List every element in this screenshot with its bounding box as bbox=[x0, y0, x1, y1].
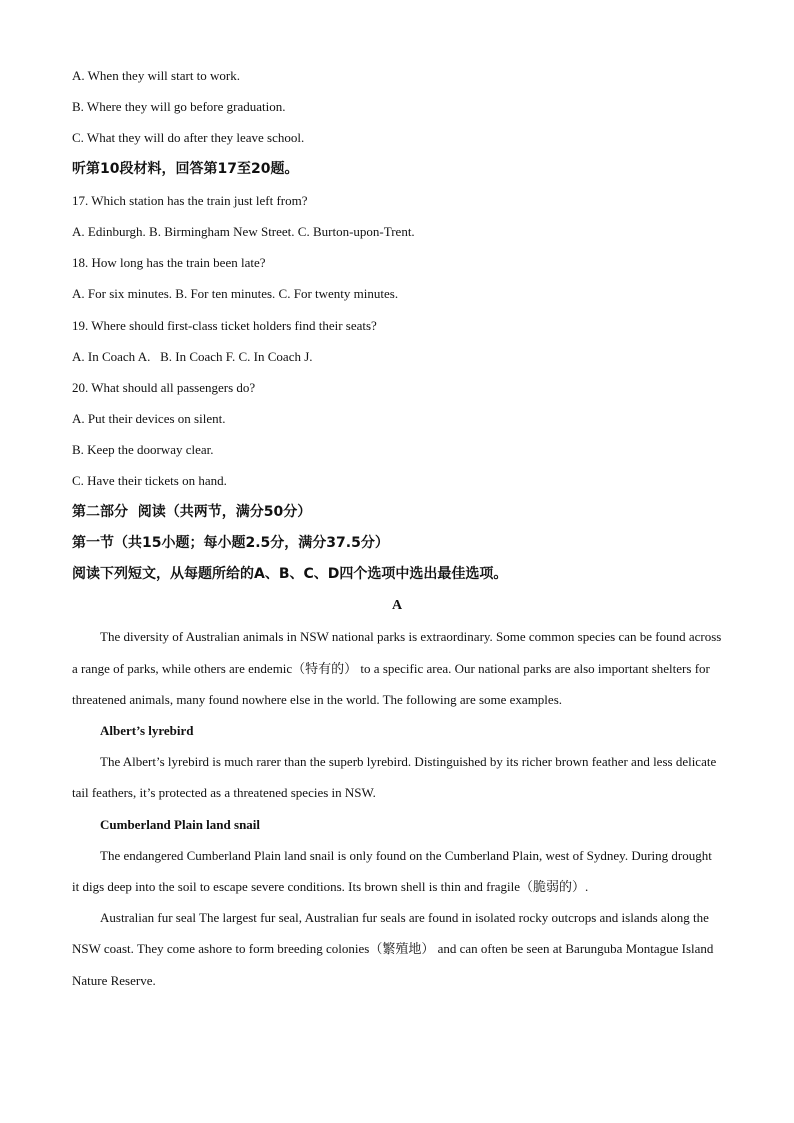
section1-heading: 第一节（共15小题；每小题2.5分，满分37.5分） bbox=[72, 534, 389, 551]
lyrebird-text: The Albert’s lyrebird is much rarer than the superb lyrebird. Distinguished by its richer brown feather and less delicate tail feathers, it’s protected as a threatened species in NSW. bbox=[72, 754, 717, 801]
snail-title: Cumberland Plain land snail bbox=[100, 816, 261, 832]
q16-option-b: B. Where they will go before graduation. bbox=[72, 99, 286, 115]
q19-options: A. In Coach A. B. In Coach F. C. In Coach J. bbox=[72, 348, 313, 364]
q17-options: A. Edinburgh. B. Birmingham New Street. C. Burton-upon-Trent. bbox=[72, 223, 415, 239]
q20-option-c: C. Have their tickets on hand. bbox=[72, 473, 227, 489]
snail-text: The endangered Cumberland Plain land snail is only found on the Cumberland Plain, west of Sydney. During drought it digs deep into the soil to escape severe conditions. Its brown shell is thin and fragile（脆弱的）. bbox=[72, 847, 712, 894]
seal-text: Australian fur seal The largest fur seal, Australian fur seals are found in isolated rocky outcrops and islands along the NSW coast. They come ashore to form breeding colonies（繁殖地） and can often be seen at Barunguba Montague Island Nature Reserve. bbox=[72, 910, 714, 988]
passage-label: A bbox=[391, 598, 403, 614]
passage-intro: The diversity of Australian animals in NSW national parks is extraordinary. Some common species can be found across a range of parks, while others are endemic（特有的） to a specific area. Our national parks are also important shelters for threatened animals, many found nowhere else in the world. The following are some examples. bbox=[72, 629, 722, 707]
q20-option-b: B. Keep the doorway clear. bbox=[72, 442, 214, 458]
q16-option-c: C. What they will do after they leave school. bbox=[72, 130, 305, 146]
instruction: 阅读下列短文，从每题所给的A、B、C、D四个选项中选出最佳选项。 bbox=[72, 566, 508, 582]
q20-question: 20. What should all passengers do? bbox=[72, 379, 256, 395]
q19-question: 19. Where should first-class ticket holders find their seats? bbox=[72, 317, 377, 333]
section-10-heading: 听第10段材料，回答第17至20题。 bbox=[72, 160, 299, 177]
q20-option-a: A. Put their devices on silent. bbox=[72, 411, 226, 427]
q16-option-a: A. When they will start to work. bbox=[72, 68, 241, 83]
q17-question: 17. Which station has the train just left from? bbox=[72, 192, 308, 208]
document-page bbox=[72, 60, 722, 996]
q18-question: 18. How long has the train been late? bbox=[72, 255, 266, 271]
q18-options: A. For six minutes. B. For ten minutes. C. For twenty minutes. bbox=[72, 286, 399, 302]
part2-heading: 第二部分 阅读（共两节，满分50分） bbox=[72, 503, 312, 520]
lyrebird-title: Albert’s lyrebird bbox=[100, 722, 194, 738]
